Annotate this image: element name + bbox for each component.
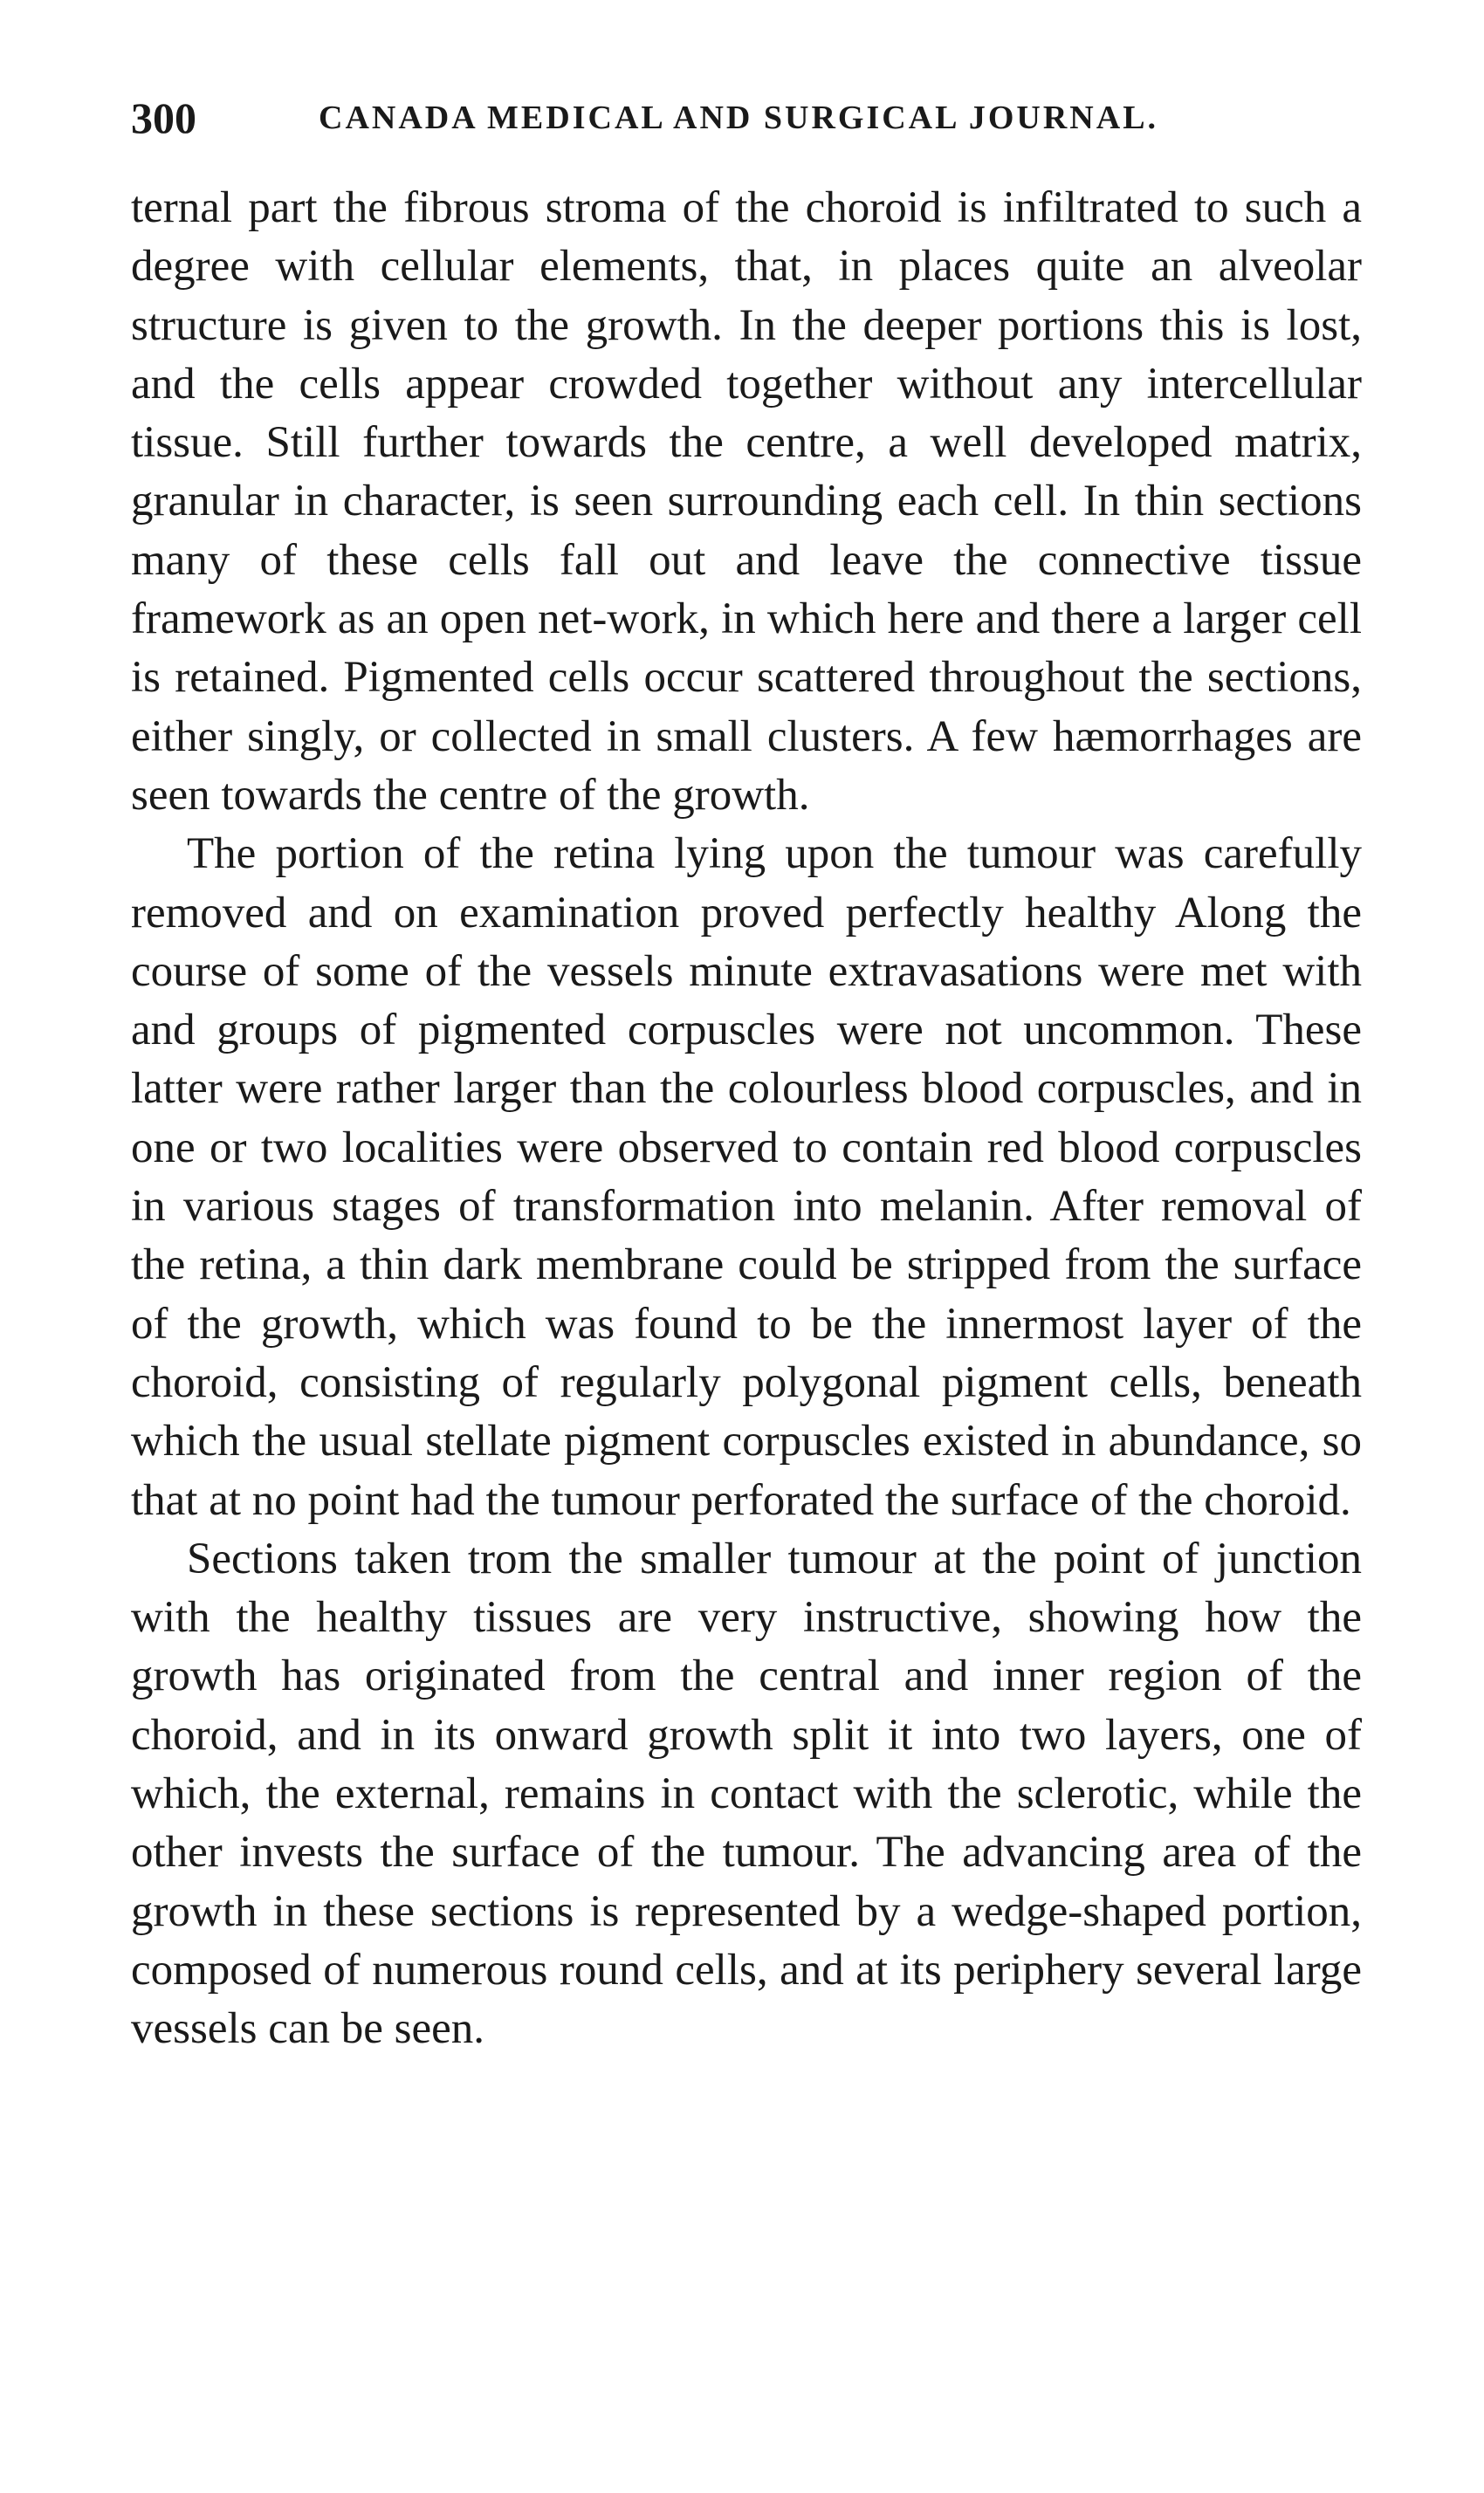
paragraph-continued: ternal part the fibrous stroma of the choroid is infiltrated to such a degree with cellular elements, that, in places quite an alveolar structure is given to the growth. In the deeper portions this is lost, and the cells appear crowded together without any intercellular tissue. Still further towards the centre, a well developed matrix, granular in character, is seen surrounding each cell. In thin sections many of these cells fall out and leave the connective tissue framework as an open net-work, in which here and there a larger cell is retained. Pigmented cells occur scattered throughout the sections, either singly, or collected in small clusters. A few hæmorrhages are seen towards the centre of the growth. bbox=[131, 183, 1362, 820]
paragraph-retina: The portion of the retina lying upon the tumour was carefully removed and on examination proved perfectly healthy Along the course of some of the vessels minute extravasations were met with and groups of pigmented corpuscles were not uncommon. These latter were rather larger than the colourless blood corpuscles, and in one or two localities were observed to contain red blood corpuscles in various stages of transformation into melanin. After removal of the retina, a thin dark membrane could be stripped from the surface of the growth, which was found to be the innermost layer of the choroid, consisting of regularly polygonal pigment cells, beneath which the usual stellate pigment corpuscles existed in abundance, so that at no point had the tumour perforated the surface of the choroid. bbox=[131, 829, 1362, 1525]
running-head bbox=[131, 87, 1353, 148]
page-number: 300 bbox=[131, 93, 196, 142]
journal-title: CANADA MEDICAL AND SURGICAL JOURNAL. bbox=[319, 100, 1159, 136]
article-body bbox=[131, 179, 1362, 2059]
paragraph-sections: Sections taken trom the smaller tumour at the point of junction with the healthy tissues are very instructive, showing how the growth has originated from the central and inner region of the choroid, and in its onward growth split it into two layers, one of which, the external, remains in contact with the sclerotic, while the other invests the surface of the tumour. The advancing area of the growth in these sections is represented by a wedge-shaped portion, composed of numerous round cells, and at its periphery several large vessels can be seen. bbox=[131, 1534, 1362, 2054]
